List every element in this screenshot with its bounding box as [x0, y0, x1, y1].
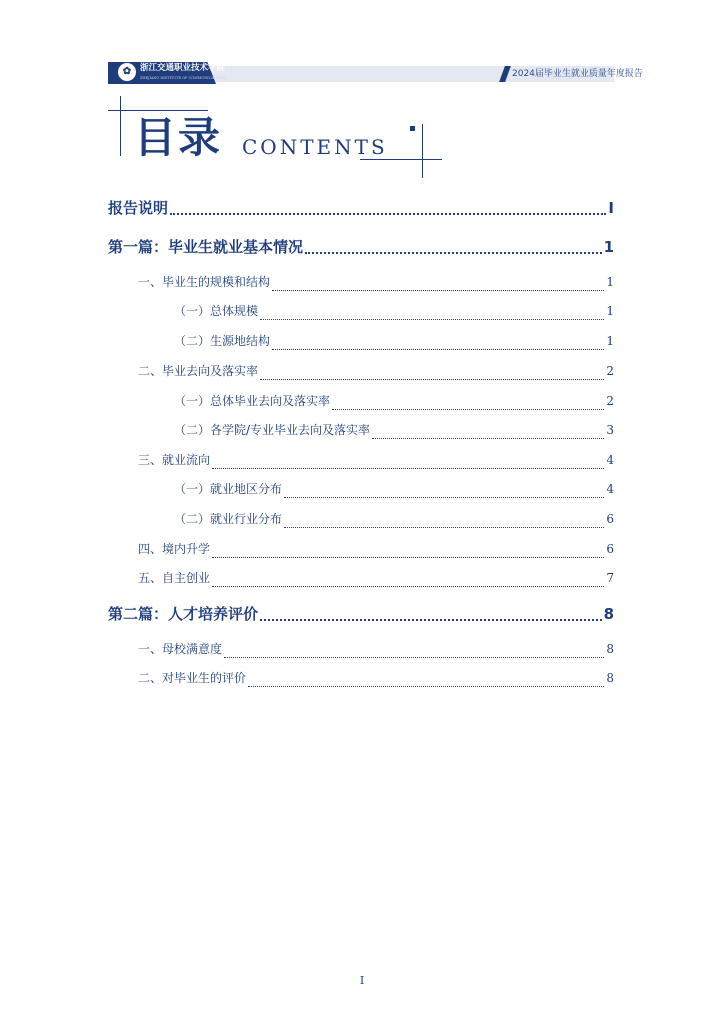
- toc-entry-label: 第二篇：人才培养评价: [108, 605, 259, 623]
- toc-leader: [372, 438, 604, 439]
- school-name: 浙江交通职业技术学院: [140, 63, 226, 73]
- toc-leader: [272, 290, 604, 291]
- toc-entry-label: 二、对毕业生的评价: [138, 671, 247, 685]
- toc-entry[interactable]: [138, 273, 614, 295]
- toc-entry-page: 8: [606, 642, 614, 656]
- toc-entry-label: （一）总体规模: [174, 304, 259, 318]
- toc-entry-label: 三、就业流向: [138, 453, 211, 467]
- toc-entry-label: （二）各学院/专业毕业去向及落实率: [174, 423, 371, 437]
- toc-entry[interactable]: [174, 510, 614, 532]
- toc-leader: [170, 213, 606, 215]
- toc-entry[interactable]: [174, 302, 614, 324]
- toc-entry[interactable]: [174, 421, 614, 443]
- decorative-line: [108, 110, 208, 111]
- toc-entry-page: 1: [606, 275, 614, 289]
- toc-leader: [212, 468, 604, 469]
- toc-leader: [212, 586, 604, 587]
- toc-entry[interactable]: [138, 451, 614, 473]
- toc-entry-page: 3: [606, 423, 614, 437]
- toc-leader: [284, 527, 604, 528]
- toc-leader: [260, 319, 604, 320]
- toc-entry-page: 1: [606, 334, 614, 348]
- toc-leader: [260, 379, 604, 380]
- toc-entry-label: 四、境内升学: [138, 542, 211, 556]
- toc-entry[interactable]: [108, 603, 614, 625]
- toc-entry[interactable]: [138, 540, 614, 562]
- toc-leader: [212, 557, 604, 558]
- toc-entry-page: 8: [603, 605, 614, 623]
- school-name-en: ZHEJIANG INSTITUTE OF COMMUNICATIONS: [140, 76, 226, 80]
- toc-entry-page: 4: [606, 482, 614, 496]
- toc-entry[interactable]: [174, 392, 614, 414]
- toc-entry-page: 6: [606, 512, 614, 526]
- toc-entry-page: 1: [606, 304, 614, 318]
- toc-entry-label: 二、毕业去向及落实率: [138, 364, 259, 378]
- toc-entry[interactable]: [174, 332, 614, 354]
- toc-leader: [272, 349, 604, 350]
- toc-entry[interactable]: [138, 669, 614, 691]
- decorative-line: [422, 124, 423, 178]
- school-emblem-icon: ✿: [118, 63, 136, 81]
- toc-entry-page: 6: [606, 542, 614, 556]
- toc-entry[interactable]: [174, 480, 614, 502]
- toc-entry-label: 报告说明: [108, 199, 169, 217]
- toc-entry[interactable]: [138, 569, 614, 591]
- toc-entry-label: 一、母校满意度: [138, 642, 223, 656]
- toc-entry-label: （一）总体毕业去向及落实率: [174, 394, 331, 408]
- toc-leader: [260, 619, 602, 621]
- toc-entry-label: 第一篇：毕业生就业基本情况: [108, 238, 304, 256]
- toc-leader: [305, 252, 602, 254]
- toc-entry[interactable]: [138, 640, 614, 662]
- toc-entry[interactable]: [138, 362, 614, 384]
- toc-entry-label: 一、毕业生的规模和结构: [138, 275, 271, 289]
- toc-entry[interactable]: [108, 236, 614, 258]
- toc-entry-page: I: [608, 199, 614, 217]
- toc-entry-page: 4: [606, 453, 614, 467]
- toc-leader: [332, 409, 604, 410]
- toc-entry-label: （二）就业行业分布: [174, 512, 283, 526]
- toc-entry-page: 7: [606, 571, 614, 585]
- toc-entry-label: （一）就业地区分布: [174, 482, 283, 496]
- toc-leader: [248, 686, 604, 687]
- decorative-square: [410, 126, 415, 131]
- report-title: 2024届毕业生就业质量年度报告: [512, 69, 643, 79]
- toc-entry-label: 五、自主创业: [138, 571, 211, 585]
- toc-title: 目录: [134, 113, 223, 162]
- toc-entry-page: 8: [606, 671, 614, 685]
- toc-entry[interactable]: [108, 197, 614, 219]
- toc-entry-page: 2: [606, 394, 614, 408]
- toc-leader: [284, 497, 604, 498]
- toc-entry-page: 1: [603, 238, 614, 256]
- toc-leader: [224, 657, 604, 658]
- toc-title-en: CONTENTS: [242, 135, 388, 159]
- toc-entry-page: 2: [606, 364, 614, 378]
- toc-entry-label: （二）生源地结构: [174, 334, 271, 348]
- page-number: I: [359, 974, 365, 987]
- decorative-line: [120, 96, 121, 156]
